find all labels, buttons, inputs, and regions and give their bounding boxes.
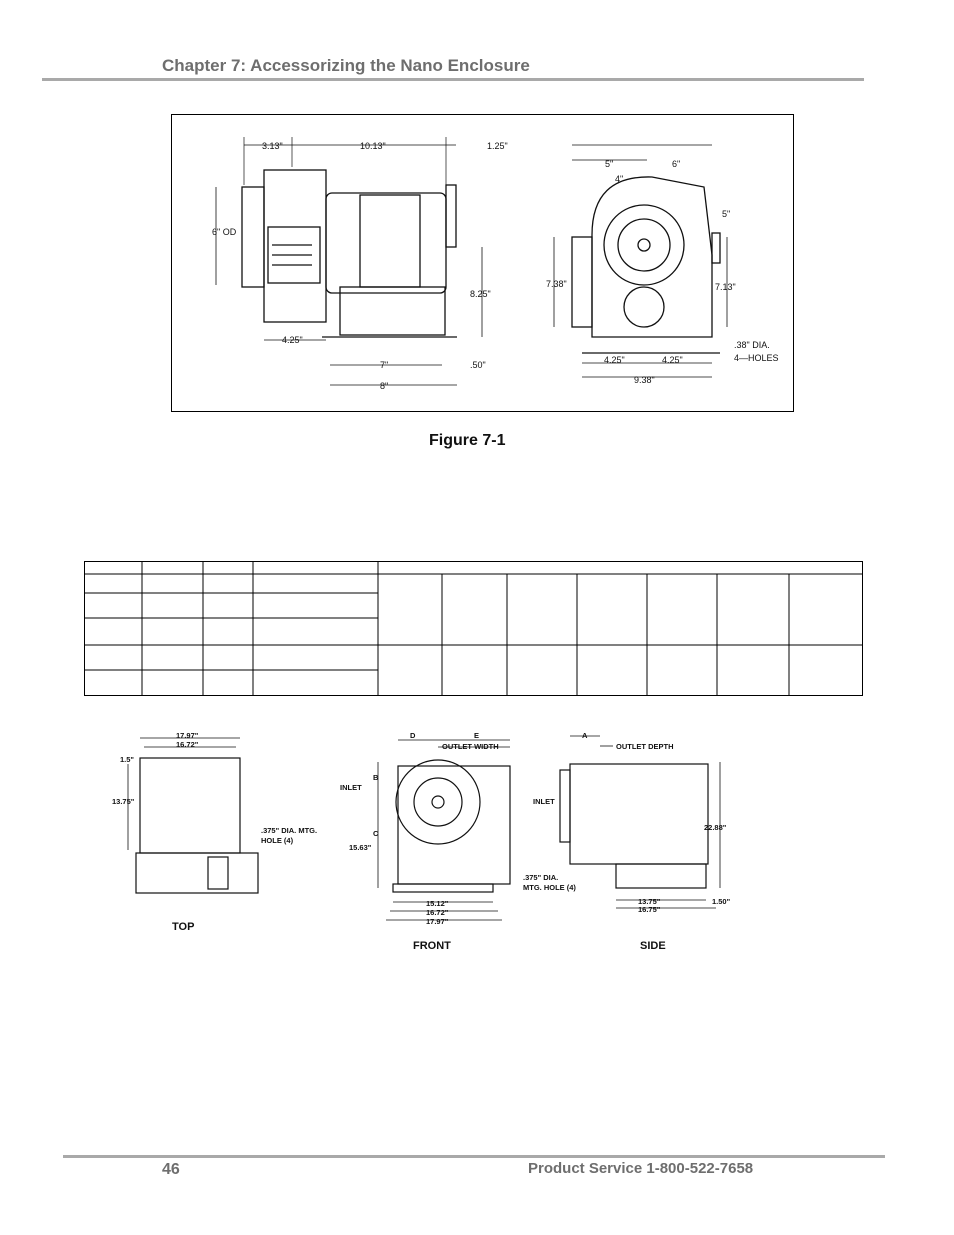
spec-table-grid: [84, 561, 863, 696]
front-d-letter: D: [410, 731, 416, 740]
spec-table: [84, 561, 863, 696]
footer-divider: [63, 1155, 885, 1158]
top-dim-13-75: 13.75": [112, 797, 135, 806]
front-dim-15-12: 15.12": [426, 899, 449, 908]
front-b-letter: B: [373, 773, 379, 782]
dim-4-25-side: 4.25": [282, 335, 303, 345]
top-hole-count: HOLE (4): [261, 836, 294, 845]
top-dim-1-5: 1.5": [120, 755, 134, 764]
top-view-outlet: [136, 853, 258, 893]
dim-7-13: 7.13": [715, 282, 736, 292]
figure-caption: Figure 7-1: [429, 432, 506, 449]
figure-frame: [171, 114, 794, 412]
product-service-phone: Product Service 1-800-522-7658: [528, 1160, 754, 1177]
side-a-letter: A: [582, 731, 588, 740]
front-inlet-label: INLET: [340, 783, 362, 792]
dim-3-13: 3.13": [262, 141, 283, 151]
dim-4-25-left: 4.25": [604, 355, 625, 365]
top-dim-16-72: 16.72": [176, 740, 199, 749]
chapter-title: Chapter 7: Accessorizing the Nano Enclosure: [162, 56, 530, 75]
front-e-letter: E: [474, 731, 480, 740]
blower-dimension-drawings: [108, 722, 758, 957]
hole-count-label: 4—HOLES: [734, 353, 779, 363]
side-outlet-depth: OUTLET DEPTH: [616, 742, 674, 751]
side-dim-13-75: 13.75": [638, 897, 661, 906]
side-view-label: SIDE: [640, 940, 666, 952]
front-hole-count: MTG. HOLE (4): [523, 883, 576, 892]
front-view-inlet-ring: [396, 760, 480, 844]
front-dim-15-63: 15.63": [349, 843, 372, 852]
motor-base: [340, 287, 445, 335]
side-inlet-label: INLET: [533, 797, 555, 806]
dim-4-25-right: 4.25": [662, 355, 683, 365]
dim-0-50: .50": [470, 360, 486, 370]
side-dim-16-75: 16.75": [638, 905, 661, 914]
blower-housing-side: [264, 170, 326, 322]
dim-6-od: 6" OD: [212, 227, 237, 237]
front-c-letter: C: [373, 829, 379, 838]
blower-housing-front: [592, 177, 712, 337]
dim-5-top: 5": [605, 159, 614, 169]
top-hole-dia: .375" DIA. MTG.: [261, 826, 318, 835]
front-outlet-width: OUTLET WIDTH: [442, 742, 499, 751]
top-dim-17-97: 17.97": [176, 731, 199, 740]
dim-6-top: 6": [672, 159, 681, 169]
side-view-housing: [570, 764, 708, 864]
dim-8-25: 8.25": [470, 289, 491, 299]
side-dim-1-50: 1.50": [712, 897, 731, 906]
blower-drawing: [172, 115, 795, 413]
header-divider: [42, 78, 864, 81]
page-number: 46: [162, 1161, 180, 1178]
dim-10-13: 10.13": [360, 141, 386, 151]
side-dim-22-88: 22.88": [704, 823, 727, 832]
front-dim-16-72: 16.72": [426, 908, 449, 917]
dim-9-38: 9.38": [634, 375, 655, 385]
front-view-label: FRONT: [413, 940, 451, 952]
top-view-label: TOP: [172, 921, 195, 933]
dim-4: 4": [615, 174, 624, 184]
motor-body: [326, 193, 446, 293]
dimension-drawings-svg: [108, 722, 758, 957]
dim-7: 7": [380, 360, 389, 370]
hole-dia-label: .38" DIA.: [734, 340, 770, 350]
dim-5-right: 5": [722, 209, 731, 219]
front-hole-dia: .375" DIA.: [523, 873, 559, 882]
dim-7-38: 7.38": [546, 279, 567, 289]
front-dim-17-97: 17.97": [426, 917, 449, 926]
top-view-body: [140, 758, 240, 853]
dim-8: 8": [380, 381, 389, 391]
dim-1-25: 1.25": [487, 141, 508, 151]
